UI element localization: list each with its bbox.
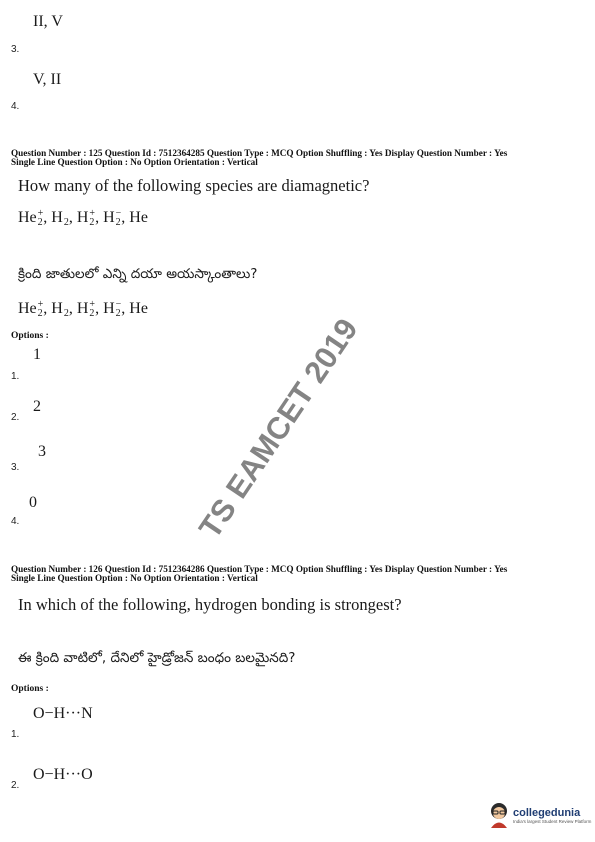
question-text-english: How many of the following species are diamagnetic?	[18, 176, 370, 195]
chemical-species: H + 2	[76, 299, 96, 320]
chemical-species: H + 2	[76, 208, 96, 229]
option-number: 2.	[11, 780, 20, 791]
question-meta: Single Line Question Option : No Option Orientation : Vertical	[11, 157, 258, 167]
question-meta: Single Line Question Option : No Option Orientation : Vertical	[11, 573, 258, 583]
mascot-icon	[488, 802, 510, 828]
option-number: 1.	[11, 729, 20, 740]
chemical-species: He	[129, 300, 148, 317]
option-value: II, V	[33, 13, 63, 30]
species-list-english: He + 2 , H 2 , H + 2 , H − 2 , He	[18, 208, 148, 229]
option-value: 1	[33, 346, 41, 363]
option-number: 2.	[11, 412, 20, 423]
chemical-species: H − 2	[103, 208, 122, 229]
brand-name: collegedunia	[513, 806, 581, 819]
option-value: V, II	[33, 71, 62, 88]
chemical-species: H 2	[51, 209, 69, 229]
option-number: 4.	[11, 101, 20, 112]
chemical-species: H 2	[51, 300, 69, 320]
options-label: Options :	[11, 684, 49, 694]
option-value: 2	[33, 398, 41, 415]
chemical-species: He + 2	[18, 208, 44, 229]
question-meta: Question Number : 125 Question Id : 7512364285 Question Type : MCQ Option Shuffling : Yes Display Question Number : Yes	[11, 148, 508, 158]
question-meta: Question Number : 126 Question Id : 7512364286 Question Type : MCQ Option Shuffling : Yes Display Question Number : Yes	[11, 564, 508, 574]
chemical-species: He + 2	[18, 299, 44, 320]
chemical-species: H − 2	[103, 299, 122, 320]
question-text-telugu: క్రింది జాతులలో ఎన్ని దయా అయస్కాంతాలు?	[18, 266, 258, 282]
option-number: 4.	[11, 516, 20, 527]
question-text-english: In which of the following, hydrogen bonding is strongest?	[18, 595, 402, 614]
option-number: 1.	[11, 371, 20, 382]
question-text-telugu: ఈ క్రింది వాటిలో, దేనిలో హైడ్రోజన్ బంధం బలమైనది?	[18, 650, 296, 666]
option-number: 3.	[11, 462, 20, 473]
watermark: TS EAMCET 2019	[192, 312, 365, 545]
brand-logo	[488, 802, 591, 828]
option-value: O−H···N	[33, 705, 93, 722]
option-value: 3	[38, 443, 46, 460]
chemical-species: He	[129, 209, 148, 226]
option-value: 0	[29, 494, 37, 511]
brand-tagline: India's largest Student Review Platform	[513, 818, 592, 824]
species-list-telugu: He + 2 , H 2 , H + 2 , H − 2 , He	[18, 299, 148, 320]
option-value: O−H···O	[33, 766, 93, 783]
options-label: Options :	[11, 331, 49, 341]
option-number: 3.	[11, 44, 20, 55]
